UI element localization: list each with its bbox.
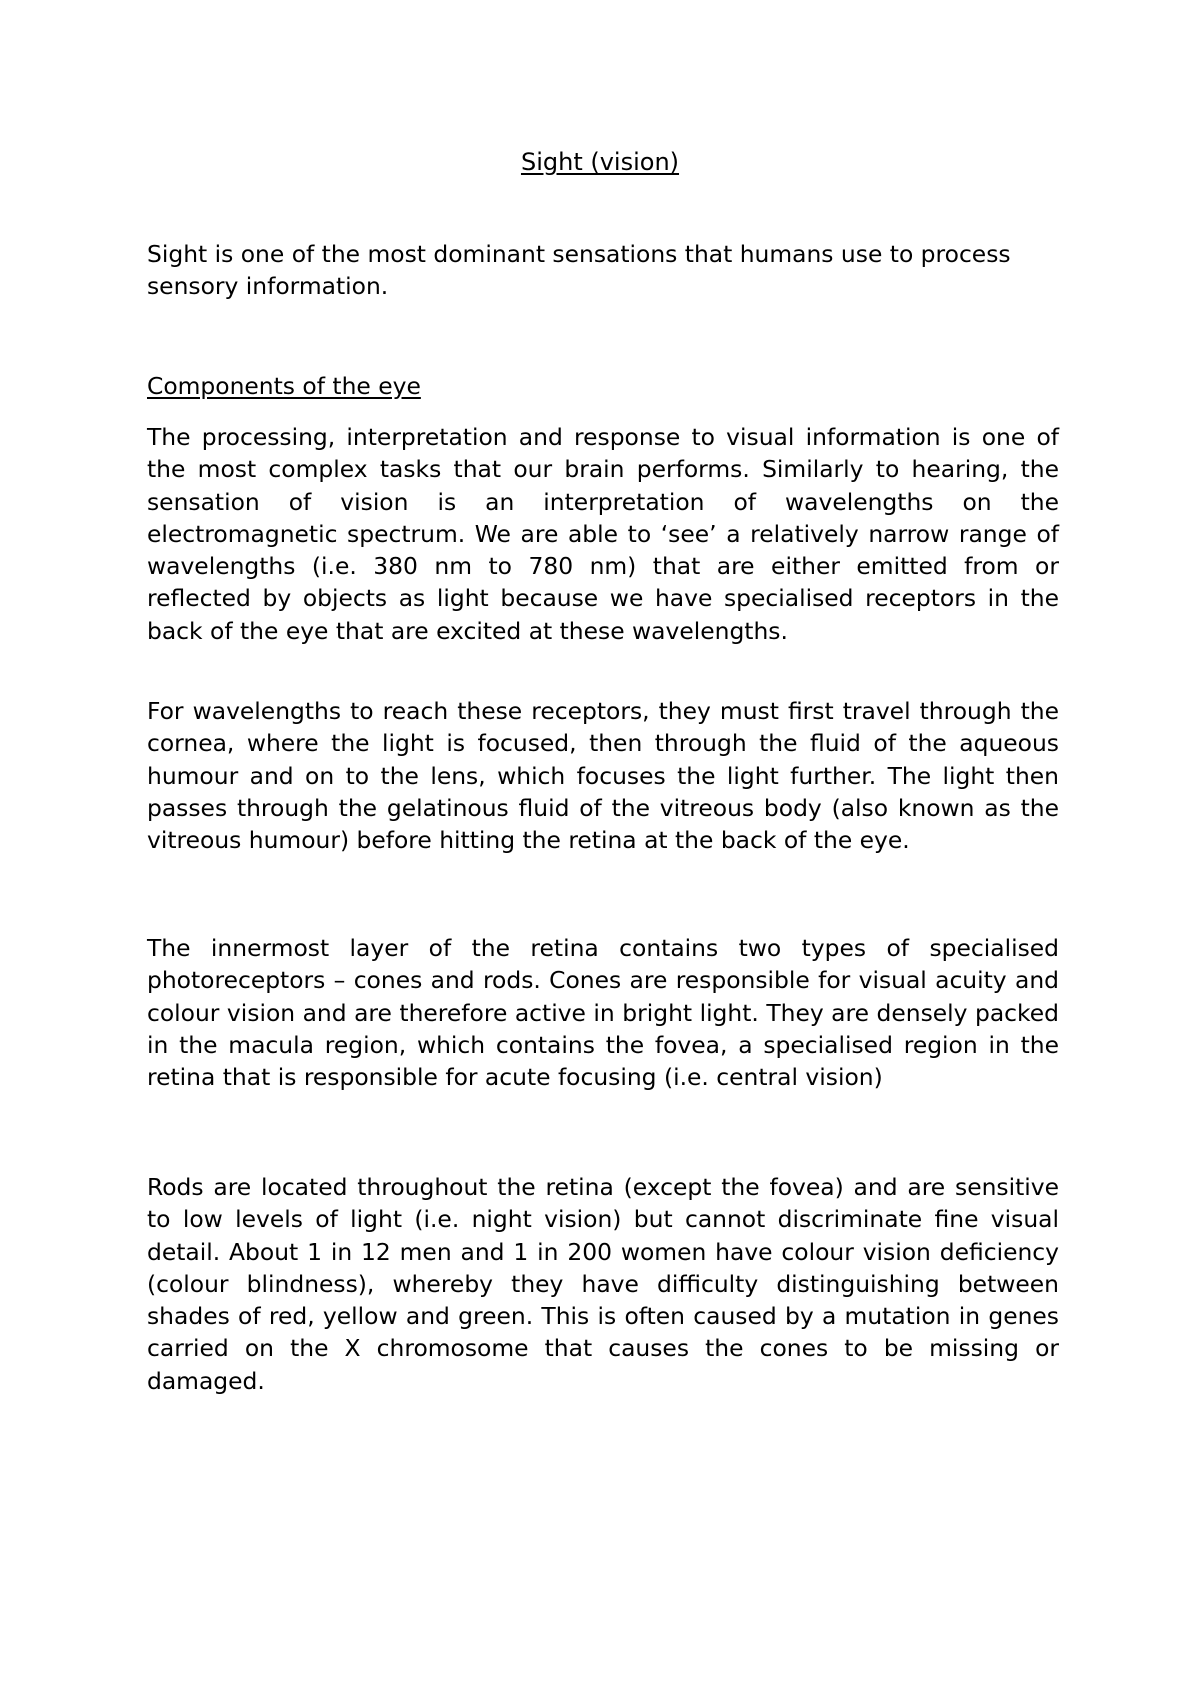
- intro-paragraph: Sight is one of the most dominant sensations that humans use to process sensory information.: [147, 240, 1011, 301]
- page-title: Sight (vision): [520, 148, 680, 176]
- section-heading: Components of the eye: [147, 372, 421, 400]
- paragraph-light-path: For wavelengths to reach these receptors, they must first travel through the cornea, where the light is focused, then through the fluid of the aqueous humour and on to the lens, which focuses the light further. The light then passes through the gelatinous fluid of the vitreous body (also known as the vitreous humour) before hitting the retina at the back of the eye.: [147, 697, 1059, 855]
- paragraph-rods: Rods are located throughout the retina (except the fovea) and are sensitive to low levels of light (i.e. night vision) but cannot discriminate fine visual detail. About 1 in 12 men and 1 in 200 women have colour vision deficiency (colour blindness), whereby they have difficulty distinguishing between shades of red, yellow and green. This is often caused by a mutation in genes carried on the X chromosome that causes the cones to be missing or damaged.: [147, 1173, 1059, 1395]
- paragraph-spectrum: The processing, interpretation and response to visual information is one of the most complex tasks that our brain performs. Similarly to hearing, the sensation of vision is an interpretation of wavelengths on the electromagnetic spectrum. We are able to ‘see’ a relatively narrow range of wavelengths (i.e. 380 nm to 780 nm) that are either emitted from or reflected by objects as light because we have specialised receptors in the back of the eye that are excited at these wavelengths.: [147, 423, 1059, 645]
- paragraph-photoreceptors: The innermost layer of the retina contains two types of specialised photoreceptors – cones and rods. Cones are responsible for visual acuity and colour vision and are therefore active in bright light. They are densely packed in the macula region, which contains the fovea, a specialised region in the retina that is responsible for acute focusing (i.e. central vision): [147, 934, 1059, 1092]
